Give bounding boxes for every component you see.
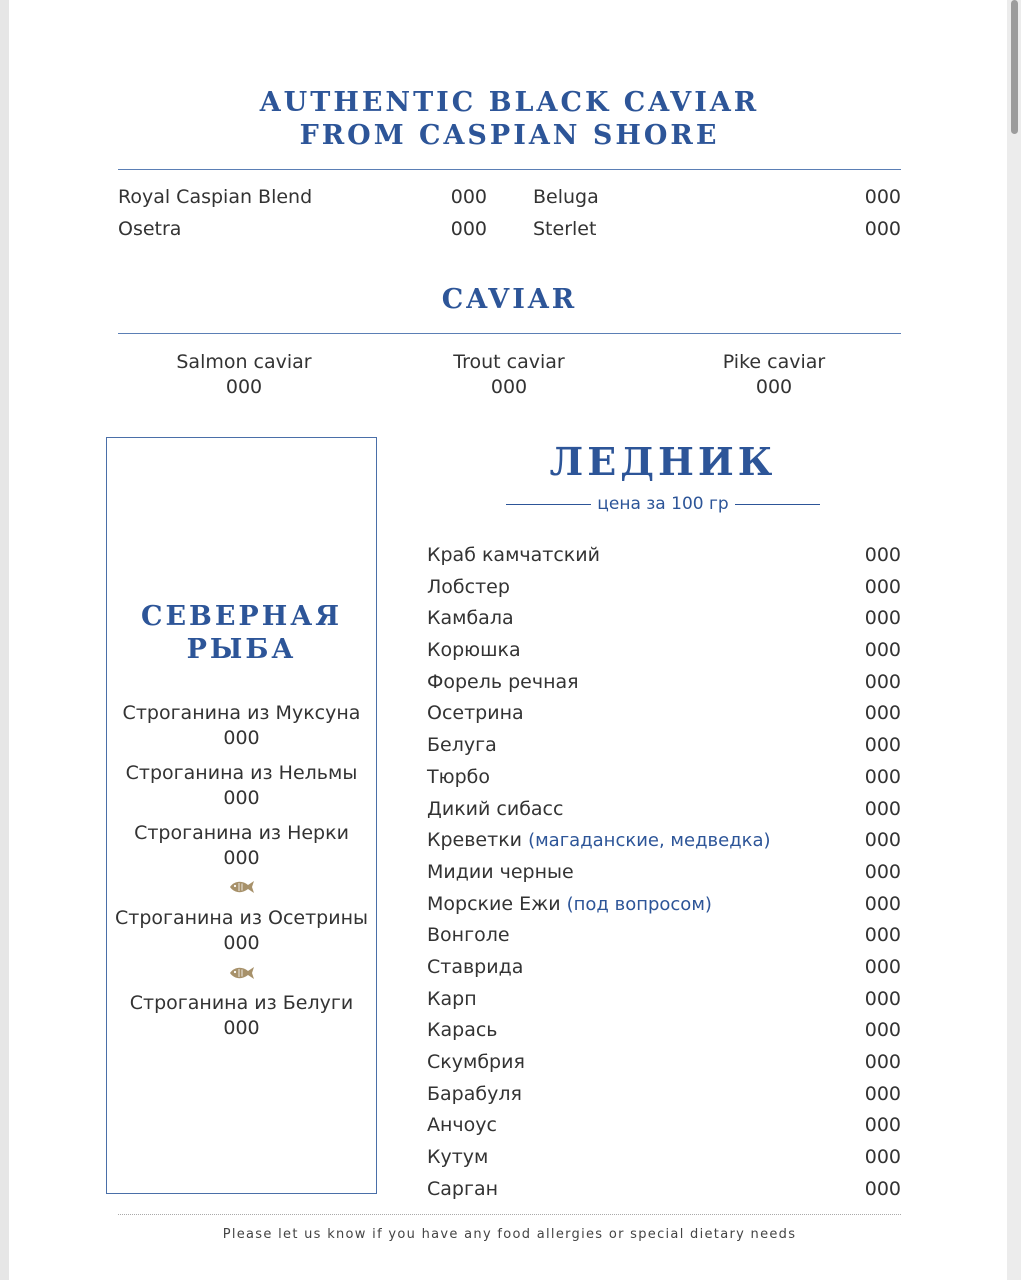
list-item — [427, 635, 901, 667]
list-item — [427, 698, 901, 730]
northern-fish-item-name: Строганина из Нельмы — [125, 762, 358, 784]
list-item-price: 000 — [864, 892, 901, 915]
menu-item-name: Beluga — [533, 186, 599, 208]
fish-icon — [229, 879, 255, 895]
list-item-name: Осетрина — [427, 702, 524, 725]
list-item-name: Барабуля — [427, 1082, 522, 1105]
list-item-price: 000 — [864, 1082, 901, 1105]
list-item-name: Дикий сибасс — [427, 797, 564, 820]
northern-fish-title-line1: СЕВЕРНАЯ — [140, 601, 343, 632]
northern-fish-item — [107, 761, 376, 811]
northern-fish-item-name: Строганина из Белуги — [129, 992, 354, 1014]
list-item-price: 000 — [864, 765, 901, 788]
caviar-item-name: Salmon caviar — [176, 351, 312, 373]
allergy-notice: Please let us know if you have any food allergies or special dietary needs — [222, 1227, 797, 1242]
list-item-price: 000 — [864, 670, 901, 693]
northern-fish-item — [107, 906, 376, 956]
list-item-name: Сарган — [427, 1177, 499, 1200]
northern-fish-title-line2: РЫБА — [186, 634, 297, 665]
list-item — [427, 603, 901, 635]
list-item-price: 000 — [864, 575, 901, 598]
list-item-name: Мидии черные — [427, 860, 574, 883]
list-item-name: Вонголе — [427, 924, 510, 947]
caviar-item-price: 000 — [490, 376, 528, 398]
northern-fish-item-price: 000 — [223, 847, 260, 869]
list-item-name: Креветки — [427, 829, 523, 852]
menu-item-name: Sterlet — [533, 218, 597, 240]
northern-fish-item-name: Строганина из Осетрины — [114, 907, 368, 929]
list-item-name: Форель речная — [427, 670, 579, 693]
list-item-name: Скумбрия — [427, 1051, 525, 1073]
list-item-name: Лобстер — [427, 575, 510, 598]
list-item — [427, 572, 901, 604]
list-item-price: 000 — [864, 607, 901, 630]
footer-divider — [118, 1214, 901, 1215]
list-item-price: 000 — [864, 924, 901, 947]
caviar-item — [379, 350, 639, 400]
list-item-price: 000 — [864, 829, 901, 852]
list-item-name: Анчоус — [427, 1114, 497, 1137]
northern-fish-item-price: 000 — [223, 1017, 260, 1039]
caviar-item — [644, 350, 904, 400]
black-caviar-divider — [118, 169, 901, 170]
scrollbar-track[interactable] — [1007, 0, 1021, 1280]
list-item — [427, 920, 901, 952]
list-item — [427, 1015, 901, 1047]
list-item-price: 000 — [864, 702, 901, 725]
list-item-name: Кутум — [427, 1146, 489, 1169]
list-item — [427, 984, 901, 1016]
caviar-title: CAVIAR — [441, 284, 578, 315]
list-item-price: 000 — [864, 797, 901, 820]
list-item-price: 000 — [864, 639, 901, 662]
list-item-name: Белуга — [427, 734, 497, 757]
northern-fish-item — [107, 821, 376, 871]
list-item-name: Камбала — [427, 607, 514, 630]
list-item-name: Морские Ежи — [427, 892, 561, 915]
list-item-name: Ставрида — [427, 955, 524, 978]
northern-fish-item-price: 000 — [223, 727, 260, 749]
list-item — [427, 1110, 901, 1142]
list-item — [427, 762, 901, 794]
caviar-item-name: Pike caviar — [722, 351, 826, 373]
northern-fish-item-name: Строганина из Муксуна — [122, 702, 361, 724]
fish-icon — [229, 965, 255, 981]
list-item-price: 000 — [864, 1051, 901, 1073]
list-item-note: (под вопросом) — [566, 893, 712, 915]
list-item-price: 000 — [864, 1114, 901, 1137]
lednik-title: ЛЕДНИК — [549, 439, 777, 484]
black-caviar-title-line2: FROM CASPIAN SHORE — [299, 120, 720, 151]
northern-fish-item-price: 000 — [223, 787, 260, 809]
menu-item-name: Osetra — [118, 218, 182, 240]
list-item-price: 000 — [864, 860, 901, 883]
black-caviar-title-line1: AUTHENTIC BLACK CAVIAR — [259, 87, 760, 118]
list-item — [427, 857, 901, 889]
menu-item-price: 000 — [450, 218, 487, 240]
lednik-subtitle-text: цена за 100 гр — [591, 494, 734, 514]
list-item — [427, 1142, 901, 1174]
caviar-item-price: 000 — [225, 376, 263, 398]
list-item — [427, 1047, 901, 1079]
northern-fish-item-name: Строганина из Нерки — [134, 822, 349, 844]
window-left-edge — [0, 0, 9, 1280]
list-item-price: 000 — [864, 544, 901, 566]
northern-fish-item — [107, 701, 376, 751]
list-item-price: 000 — [864, 1019, 901, 1042]
list-item-name: Карась — [427, 1019, 498, 1042]
menu-item-price: 000 — [450, 186, 487, 208]
list-item — [427, 794, 901, 826]
list-item-name: Краб камчатский — [427, 544, 600, 566]
list-item — [427, 1079, 901, 1111]
caviar-divider — [118, 333, 901, 334]
list-item — [427, 889, 901, 921]
menu-item-name: Royal Caspian Blend — [118, 186, 313, 208]
list-item-name: Карп — [427, 987, 477, 1010]
list-item-price: 000 — [864, 955, 901, 978]
list-item-price: 000 — [864, 734, 901, 757]
caviar-item-name: Trout caviar — [453, 351, 565, 373]
lednik-subtitle — [506, 493, 820, 515]
list-item — [427, 952, 901, 984]
list-item — [427, 825, 901, 857]
caviar-item-price: 000 — [755, 376, 793, 398]
menu-item-price: 000 — [864, 218, 901, 240]
list-item-price: 000 — [864, 1177, 901, 1200]
northern-fish-panel — [106, 437, 377, 1194]
scrollbar-thumb[interactable] — [1011, 0, 1018, 134]
black-caviar-title — [118, 86, 901, 152]
lednik-list — [427, 540, 901, 1205]
list-item-name: Корюшка — [427, 639, 521, 662]
list-item-price: 000 — [864, 987, 901, 1010]
list-item — [427, 730, 901, 762]
list-item — [427, 1174, 901, 1206]
list-item — [427, 540, 901, 572]
caviar-item — [114, 350, 374, 400]
northern-fish-item-price: 000 — [223, 932, 260, 954]
northern-fish-item — [107, 991, 376, 1041]
list-item-note: (магаданские, медведка) — [528, 830, 771, 852]
northern-fish-title — [107, 600, 376, 666]
list-item-price: 000 — [864, 1146, 901, 1169]
list-item-name: Тюрбо — [427, 765, 491, 788]
menu-item-price: 000 — [864, 186, 901, 208]
list-item — [427, 667, 901, 699]
